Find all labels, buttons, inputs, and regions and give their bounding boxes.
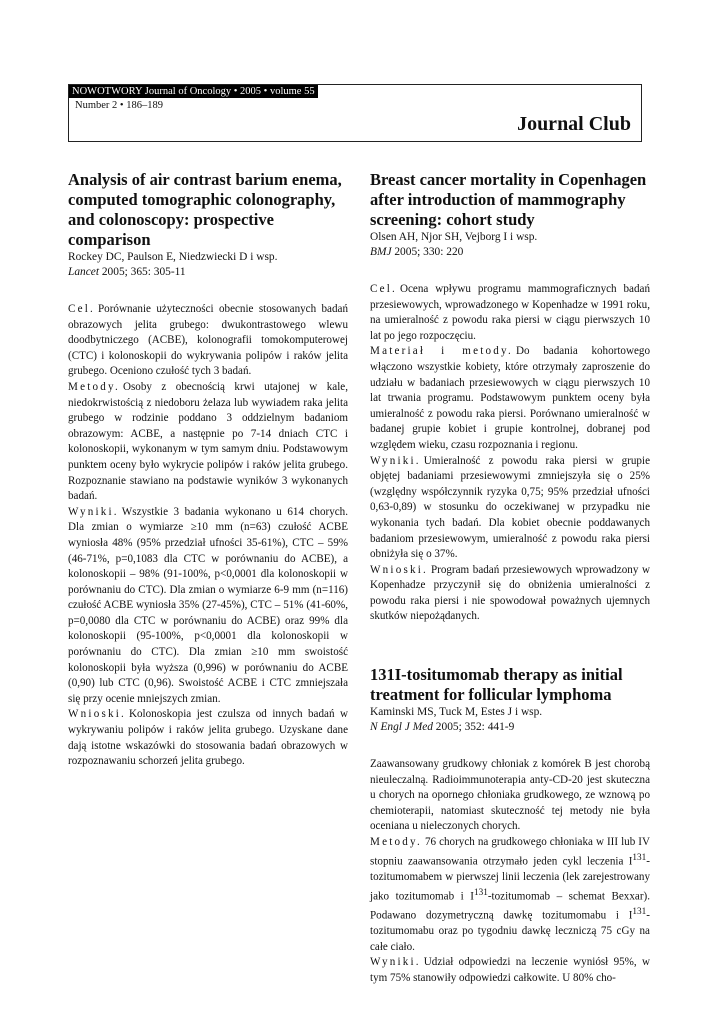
paragraph-text: Udział odpowiedzi na leczenie wyniósł 95%, w tym 75% stanowiły odpowiedzi całkowite. U 80% cho- [370,956,650,984]
abstract-results [68,505,348,708]
article-mammography [370,170,650,625]
paragraph-text: Osoby z obecnością krwi utajonej w kale, niedokrwistością z niedoboru żelaza lub wywiadem raka jelita grubego w rodzinie poddano 3 oddzielnym badaniom obrazowym: ACBE, a następnie po 7-14 dniach CTC i kolonoskopii, wykonanym w tym samym dniu. Podstawowym punktem oceny było wykrycie polipów i raków jelita grubego. Rozpoznanie stawiano na podstawie wyników 3 wykonanych badań. [68,380,348,503]
article-title: Analysis of air contrast barium enema, computed tomographic colonography, and colonoscopy: prospective comparison [68,170,342,249]
left-column [68,170,348,770]
section-label: Wyniki. [370,956,421,969]
section-label: Materiał i metody. [370,345,513,358]
article-colonography [68,170,348,770]
citation-details: 2005; 365: 305-11 [99,266,186,278]
journal-header [68,84,642,142]
paragraph-text: Wszystkie 3 badania wykonano u 614 chorych. Dla zmian o wymiarze ≥10 mm (n=63) czułość ACBE wyniosła 48% (95% przedział ufności 35-61%), CTC – 59% (46-71%, p=0,1083 dla CTC w porównaniu do ACBE), a kolonoskopii – 98% (91-100%, p<0,0001 dla kolonoskopii w porównaniu do CTC). Dla zmian o wymiarze 6-9 mm (n=116) czułość ACBE wyniosła 35% (27-45%), CTC – 51% (41-60%, p=0,0080 dla CTC w porównaniu do ACBE) oraz 99% dla kolonoskopii (95-100%, p<0,0001 dla kolonoskopii w porównaniu do CTC). Dla zmian ≥10 mm swoistość kolonoskopii była wyższa (0,996) w porównaniu do ACBE (0,90) lub CTC (0,96). Swoistość ACBE i CTC zmniejszała się przy ocenie mniejszych zmian. [68,505,348,705]
abstract-methods [68,380,348,505]
paragraph-text: 76 chorych na grudkowego chłoniaka w III lub IV stopniu zaawansowania otrzymało jeden cykl leczenia I [370,836,650,868]
article-citation [370,720,650,735]
paragraph-text: -tozitumomab – schemat Bexxar). Podawano dozymetryczną dawkę tozitumomabu i I [370,890,650,922]
paragraph-text: Kolonoskopia jest czulsza od innych badań w wykrywaniu polipów i raków jelita grubego. Uzyskane dane dają istotne wskazówki do stosowania badań obrazowych w rozpoznawaniu schorzeń jelita grubego. [68,708,348,768]
citation-details: 2005; 330: 220 [391,246,464,258]
issue-line: Number 2 • 186–189 [75,100,163,111]
article-citation [68,265,348,280]
abstract-conclusions [68,707,348,769]
abstract-results [370,454,650,563]
section-label: Wnioski. [370,563,428,576]
section-label: Cel. [370,283,397,295]
isotope-superscript: 131 [473,887,488,898]
article-authors: Rockey DC, Paulson E, Niedzwiecki D i wsp. [68,251,278,263]
abstract-conclusions [370,563,650,625]
abstract-aim [370,282,650,344]
isotope-superscript: 131 [632,906,647,917]
isotope-superscript: 131 [632,852,647,863]
section-label: Metody. [68,380,120,393]
paragraph-text: -tozitumomabem w pierwszej linii leczenia (lek zarejestrowany jako tozitumomab i I [370,855,650,903]
article-citation [370,245,650,260]
paragraph-text: Program badań przesiewowych wprowadzony w Kopenhadze przyczynił się do obniżenia umieralności z powodu raka piersi i nie spowodował poważnych ujemnych skutków niepożądanych. [370,563,650,623]
article-tositumomab [370,665,650,986]
section-label: Cel. [68,303,95,315]
article-authors: Olsen AH, Njor SH, Vejborg I i wsp. [370,231,538,243]
journal-name-bar: NOWOTWORY Journal of Oncology • 2005 • volume 55 [69,85,318,98]
citation-journal: Lancet [68,266,100,278]
right-column [370,170,650,986]
citation-journal: N Engl J Med [370,721,433,734]
section-label: Metody. [370,836,422,849]
section-label: Wnioski. [68,708,126,721]
article-title: Breast cancer mortality in Copenhagen after introduction of mammography screening: cohort study [370,170,647,229]
paragraph-text: Umieralność z powodu raka piersi w grupie objętej badaniami przesiewowymi zmniejszyła się o 25% (względny współczynnik ryzyka 0,75; 95% przedział ufności 0,63-0,89) w stosunku do oczekiwanej w przypadku nie wykonania tych badań. Dla kobiet obecnie poddawanych badaniom przesiewowym, umieralność z powodu raka piersi obniżyła się o 37%. [370,454,650,561]
abstract-results [370,955,650,986]
abstract-aim [68,302,348,380]
abstract-intro: Zaawansowany grudkowy chłoniak z komórek B jest chorobą nieuleczalną. Radioimmunoterapia anty-CD-20 jest skuteczna u chorych na opornego chłoniaka grudkowego, ze wznową po chemioterapii, natomiast skuteczność tej metody nie była oceniana u nieleczonych chorych. [370,758,650,833]
article-authors: Kaminski MS, Tuck M, Estes J i wsp. [370,706,543,719]
abstract-methods [370,835,650,955]
paragraph-text: Do badania kohortowego włączono wszystkie kobiety, które otrzymały zaproszenie do udziału w badaniach przesiewowych w ciągu pierwszych 10 lat trwania programu. Podstawowym punktem oceny była umieralność z powodu raka piersi. Porównano umieralność w badanej grupie kobiet i grupie kontrolnej, dobranej pod względem wieku, czasu rozpoznania i regionu. [370,345,650,451]
paragraph-text: Ocena wpływu programu mammograficznych badań przesiewowych, wprowadzonego w Kopenhadze w 1991 roku, na umieralność z powodu raka piersi w ciągu pierwszych 10 lat po jego rozpoczęciu. [370,283,650,342]
section-label: Wyniki. [370,454,421,467]
citation-journal: BMJ [370,246,392,258]
abstract-methods [370,344,650,453]
citation-details: 2005; 352: 441-9 [432,721,515,734]
paragraph-text: Porównanie użyteczności obecnie stosowanych badań obrazowych jelita grubego: dwukontrastowego wlewu doodbytniczego (ACBE), kolonografii tomokomputerowej (CTC) i kolonoskopii do wykrywania polipów i raków jelita grubego. Oceniono czułość tych 3 badań. [68,303,348,378]
section-label: Wyniki. [68,505,119,518]
article-title: 131I-tositumomab therapy as initial treatment for follicular lymphoma [370,665,623,705]
paragraph-text: -tozitumomabu oraz po tygodniu dawkę leczniczą 75 cGy na całe ciało. [370,909,650,953]
section-title: Journal Club [517,113,631,135]
